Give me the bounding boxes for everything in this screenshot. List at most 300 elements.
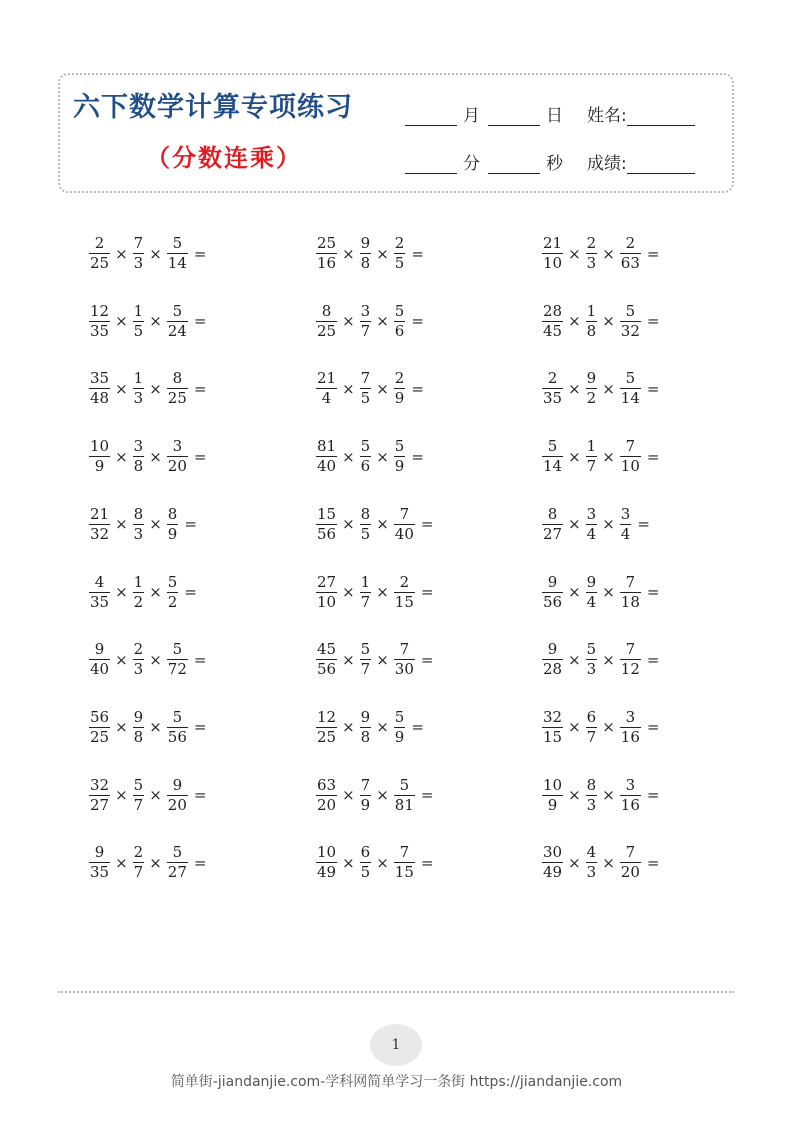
problem-item bbox=[315, 574, 433, 611]
numerator: 7 bbox=[399, 640, 410, 659]
numerator: 7 bbox=[625, 843, 636, 862]
numerator: 3 bbox=[360, 301, 371, 320]
equals-sign: = bbox=[646, 583, 660, 601]
numerator: 2 bbox=[133, 640, 144, 659]
equals-sign: = bbox=[646, 853, 660, 872]
fraction bbox=[394, 844, 415, 881]
denominator: 56 bbox=[543, 592, 563, 611]
numerator: 3 bbox=[172, 437, 183, 456]
problem-item bbox=[541, 709, 659, 746]
numerator: 5 bbox=[625, 369, 636, 388]
fraction bbox=[360, 641, 372, 678]
equals-sign: = bbox=[420, 583, 434, 601]
denominator: 32 bbox=[90, 524, 110, 543]
times-sign: × bbox=[602, 244, 615, 263]
month-label: 月 bbox=[463, 106, 480, 126]
denominator: 3 bbox=[133, 389, 144, 408]
numerator: 1 bbox=[586, 437, 597, 456]
times-sign: × bbox=[602, 718, 615, 737]
numerator: 3 bbox=[586, 504, 597, 523]
problem-item bbox=[88, 844, 206, 881]
fraction bbox=[620, 506, 632, 543]
denominator: 15 bbox=[394, 592, 414, 611]
fraction bbox=[89, 574, 110, 611]
denominator: 28 bbox=[543, 660, 563, 679]
fraction bbox=[360, 438, 372, 475]
equals-sign: = bbox=[646, 244, 660, 263]
page-number: 1 bbox=[370, 1024, 422, 1066]
equals-sign: = bbox=[193, 447, 207, 466]
times-sign: × bbox=[149, 853, 162, 872]
fraction bbox=[360, 506, 372, 543]
numerator: 5 bbox=[172, 640, 183, 659]
numerator: 32 bbox=[90, 775, 110, 794]
numerator: 2 bbox=[94, 234, 105, 252]
equals-sign: = bbox=[411, 312, 424, 331]
numerator: 5 bbox=[172, 707, 183, 726]
equals-sign: = bbox=[411, 244, 424, 263]
fraction bbox=[316, 844, 337, 881]
fraction bbox=[167, 506, 179, 543]
numerator: 21 bbox=[317, 369, 337, 388]
denominator: 3 bbox=[133, 660, 144, 679]
fraction bbox=[620, 370, 641, 407]
denominator: 18 bbox=[620, 592, 640, 611]
denominator: 7 bbox=[360, 592, 371, 611]
fraction bbox=[586, 303, 598, 340]
fraction bbox=[542, 709, 563, 746]
name-label: 姓名: bbox=[587, 106, 627, 126]
times-sign: × bbox=[342, 379, 355, 398]
numerator: 63 bbox=[317, 775, 337, 794]
fraction bbox=[586, 641, 598, 678]
fraction bbox=[620, 303, 641, 340]
denominator: 14 bbox=[167, 254, 187, 272]
denominator: 5 bbox=[360, 863, 371, 882]
fraction bbox=[316, 506, 337, 543]
times-sign: × bbox=[342, 515, 355, 534]
problem-item bbox=[88, 506, 197, 543]
problem-item bbox=[541, 303, 659, 340]
fraction bbox=[133, 303, 145, 340]
equals-sign: = bbox=[646, 379, 660, 398]
denominator: 9 bbox=[360, 795, 371, 814]
denominator: 5 bbox=[394, 254, 405, 272]
problem-item bbox=[541, 506, 650, 543]
problem-item bbox=[541, 438, 659, 475]
numerator: 2 bbox=[133, 843, 144, 862]
denominator: 8 bbox=[360, 254, 371, 272]
second-label: 秒 bbox=[546, 154, 563, 174]
equals-sign: = bbox=[411, 447, 424, 466]
fraction bbox=[542, 574, 563, 611]
problem-item bbox=[315, 506, 433, 543]
times-sign: × bbox=[149, 312, 162, 331]
numerator: 5 bbox=[172, 234, 183, 252]
denominator: 3 bbox=[133, 254, 144, 272]
times-sign: × bbox=[342, 583, 355, 601]
times-sign: × bbox=[149, 650, 162, 669]
denominator: 9 bbox=[394, 727, 405, 746]
numerator: 2 bbox=[394, 369, 405, 388]
page-title: 六下数学计算专项练习 bbox=[73, 92, 353, 123]
denominator: 27 bbox=[167, 863, 187, 882]
times-sign: × bbox=[376, 583, 389, 601]
fraction bbox=[360, 709, 372, 746]
fraction bbox=[167, 370, 188, 407]
numerator: 8 bbox=[321, 301, 332, 320]
fraction bbox=[620, 641, 641, 678]
numerator: 6 bbox=[360, 843, 371, 862]
numerator: 7 bbox=[625, 572, 636, 591]
numerator: 45 bbox=[317, 640, 337, 659]
problem-item bbox=[88, 709, 206, 746]
times-sign: × bbox=[376, 786, 389, 805]
numerator: 7 bbox=[625, 437, 636, 456]
times-sign: × bbox=[342, 786, 355, 805]
score-label: 成绩: bbox=[587, 154, 627, 174]
denominator: 25 bbox=[317, 321, 337, 340]
denominator: 24 bbox=[167, 321, 187, 340]
denominator: 56 bbox=[317, 524, 337, 543]
times-sign: × bbox=[568, 515, 581, 534]
numerator: 8 bbox=[167, 504, 178, 523]
fraction bbox=[133, 574, 145, 611]
problem-item bbox=[541, 844, 659, 881]
denominator: 16 bbox=[620, 795, 640, 814]
denominator: 9 bbox=[394, 389, 405, 408]
times-sign: × bbox=[376, 447, 389, 466]
problem-item bbox=[315, 777, 433, 814]
denominator: 35 bbox=[90, 863, 110, 882]
numerator: 8 bbox=[586, 775, 597, 794]
fraction bbox=[586, 370, 598, 407]
denominator: 4 bbox=[586, 524, 597, 543]
denominator: 7 bbox=[586, 457, 597, 476]
times-sign: × bbox=[568, 244, 581, 263]
times-sign: × bbox=[149, 515, 162, 534]
numerator: 4 bbox=[586, 843, 597, 862]
numerator: 7 bbox=[625, 640, 636, 659]
equals-sign: = bbox=[193, 312, 207, 331]
numerator: 5 bbox=[394, 707, 405, 726]
times-sign: × bbox=[149, 379, 162, 398]
numerator: 5 bbox=[360, 437, 371, 456]
denominator: 14 bbox=[620, 389, 640, 408]
fraction bbox=[89, 235, 110, 272]
fraction bbox=[586, 574, 598, 611]
fraction bbox=[542, 303, 563, 340]
equals-sign: = bbox=[420, 853, 434, 872]
numerator: 10 bbox=[543, 775, 563, 794]
times-sign: × bbox=[376, 244, 389, 263]
denominator: 4 bbox=[586, 592, 597, 611]
fraction bbox=[89, 303, 110, 340]
numerator: 2 bbox=[399, 572, 410, 591]
fraction bbox=[89, 641, 110, 678]
numerator: 3 bbox=[620, 504, 631, 523]
fraction bbox=[133, 709, 145, 746]
denominator: 16 bbox=[620, 727, 640, 746]
numerator: 5 bbox=[399, 775, 410, 794]
denominator: 2 bbox=[586, 389, 597, 408]
denominator: 25 bbox=[90, 727, 110, 746]
fraction bbox=[89, 777, 110, 814]
numerator: 3 bbox=[133, 437, 144, 456]
equals-sign: = bbox=[420, 786, 434, 805]
numerator: 9 bbox=[172, 775, 183, 794]
fraction bbox=[89, 844, 110, 881]
denominator: 9 bbox=[547, 795, 558, 814]
problem-item bbox=[88, 438, 206, 475]
numerator: 5 bbox=[586, 640, 597, 659]
times-sign: × bbox=[568, 853, 581, 872]
numerator: 28 bbox=[543, 301, 563, 320]
fraction bbox=[586, 844, 598, 881]
times-sign: × bbox=[115, 853, 128, 872]
equals-sign: = bbox=[193, 718, 207, 737]
denominator: 14 bbox=[543, 457, 563, 476]
times-sign: × bbox=[602, 515, 615, 534]
denominator: 20 bbox=[167, 795, 187, 814]
numerator: 4 bbox=[94, 572, 105, 591]
denominator: 8 bbox=[586, 321, 597, 340]
numerator: 5 bbox=[394, 301, 405, 320]
equals-sign: = bbox=[193, 786, 207, 805]
denominator: 12 bbox=[620, 660, 640, 679]
fraction bbox=[620, 709, 641, 746]
denominator: 3 bbox=[586, 795, 597, 814]
numerator: 1 bbox=[586, 301, 597, 320]
times-sign: × bbox=[149, 583, 162, 601]
fraction bbox=[542, 235, 563, 272]
denominator: 2 bbox=[133, 592, 144, 611]
numerator: 10 bbox=[90, 437, 110, 456]
numerator: 9 bbox=[360, 707, 371, 726]
numerator: 7 bbox=[360, 775, 371, 794]
numerator: 1 bbox=[360, 572, 371, 591]
numerator: 8 bbox=[547, 504, 558, 523]
numerator: 2 bbox=[547, 369, 558, 388]
numerator: 9 bbox=[360, 234, 371, 252]
times-sign: × bbox=[568, 312, 581, 331]
fraction bbox=[586, 777, 598, 814]
fraction bbox=[620, 777, 641, 814]
fraction bbox=[167, 641, 188, 678]
equals-sign: = bbox=[193, 379, 207, 398]
numerator: 1 bbox=[133, 301, 144, 320]
equals-sign: = bbox=[646, 650, 660, 669]
problem-item bbox=[315, 641, 433, 678]
denominator: 7 bbox=[133, 863, 144, 882]
fraction bbox=[394, 235, 406, 272]
denominator: 20 bbox=[167, 457, 187, 476]
times-sign: × bbox=[602, 312, 615, 331]
numerator: 5 bbox=[394, 437, 405, 456]
fraction bbox=[133, 777, 145, 814]
equals-sign: = bbox=[193, 244, 207, 263]
equals-sign: = bbox=[184, 515, 197, 534]
times-sign: × bbox=[602, 786, 615, 805]
equals-sign: = bbox=[193, 650, 207, 669]
numerator: 2 bbox=[625, 234, 636, 252]
numerator: 27 bbox=[317, 572, 337, 591]
fraction bbox=[360, 844, 372, 881]
fraction bbox=[360, 574, 372, 611]
fraction bbox=[394, 574, 415, 611]
times-sign: × bbox=[376, 718, 389, 737]
denominator: 35 bbox=[90, 592, 110, 611]
denominator: 35 bbox=[90, 321, 110, 340]
page-subtitle: （分数连乘） bbox=[146, 144, 302, 172]
times-sign: × bbox=[568, 447, 581, 466]
denominator: 10 bbox=[620, 457, 640, 476]
denominator: 4 bbox=[321, 389, 332, 408]
times-sign: × bbox=[376, 379, 389, 398]
fraction bbox=[542, 370, 563, 407]
times-sign: × bbox=[342, 447, 355, 466]
denominator: 49 bbox=[317, 863, 337, 882]
fraction bbox=[586, 506, 598, 543]
times-sign: × bbox=[115, 515, 128, 534]
denominator: 3 bbox=[586, 254, 597, 272]
numerator: 2 bbox=[394, 234, 405, 252]
denominator: 25 bbox=[90, 254, 110, 272]
fraction bbox=[542, 844, 563, 881]
equals-sign: = bbox=[420, 650, 434, 669]
fraction bbox=[133, 506, 145, 543]
denominator: 7 bbox=[133, 795, 144, 814]
denominator: 4 bbox=[620, 524, 631, 543]
numerator: 2 bbox=[586, 234, 597, 252]
fraction bbox=[394, 506, 415, 543]
fraction bbox=[167, 574, 179, 611]
fraction bbox=[360, 235, 372, 272]
denominator: 3 bbox=[586, 863, 597, 882]
fraction bbox=[133, 641, 145, 678]
fraction bbox=[316, 235, 337, 272]
fraction bbox=[394, 641, 415, 678]
fraction bbox=[360, 303, 372, 340]
fraction bbox=[133, 844, 145, 881]
problem-item bbox=[541, 574, 659, 611]
problem-item bbox=[541, 641, 659, 678]
denominator: 35 bbox=[543, 389, 563, 408]
footer-text: 简单街-jiandanjie.com-学科网简单学习一条街 https://jiandanjie.com bbox=[170, 1074, 623, 1090]
problem-item bbox=[315, 709, 424, 746]
times-sign: × bbox=[342, 650, 355, 669]
numerator: 12 bbox=[317, 707, 337, 726]
numerator: 5 bbox=[625, 301, 636, 320]
fraction bbox=[89, 709, 110, 746]
times-sign: × bbox=[342, 853, 355, 872]
denominator: 20 bbox=[620, 863, 640, 882]
denominator: 7 bbox=[360, 660, 371, 679]
minute-label: 分 bbox=[463, 154, 480, 174]
times-sign: × bbox=[568, 786, 581, 805]
numerator: 6 bbox=[586, 707, 597, 726]
denominator: 49 bbox=[543, 863, 563, 882]
numerator: 7 bbox=[399, 504, 410, 523]
numerator: 7 bbox=[133, 234, 144, 252]
equals-sign: = bbox=[646, 447, 660, 466]
fraction bbox=[316, 709, 337, 746]
fraction bbox=[167, 303, 188, 340]
numerator: 1 bbox=[133, 572, 144, 591]
problem-item bbox=[88, 641, 206, 678]
problem-item bbox=[541, 777, 659, 814]
fraction bbox=[316, 438, 337, 475]
fraction bbox=[316, 574, 337, 611]
numerator: 9 bbox=[586, 572, 597, 591]
denominator: 5 bbox=[133, 321, 144, 340]
numerator: 7 bbox=[399, 843, 410, 862]
fraction bbox=[316, 370, 337, 407]
times-sign: × bbox=[568, 718, 581, 737]
denominator: 6 bbox=[394, 321, 405, 340]
numerator: 7 bbox=[360, 369, 371, 388]
fraction bbox=[394, 438, 406, 475]
equals-sign: = bbox=[420, 515, 434, 534]
numerator: 12 bbox=[90, 301, 110, 320]
numerator: 21 bbox=[543, 234, 563, 252]
fraction bbox=[360, 370, 372, 407]
problem-item bbox=[541, 370, 659, 407]
problem-item bbox=[315, 370, 424, 407]
denominator: 8 bbox=[133, 727, 144, 746]
denominator: 48 bbox=[90, 389, 110, 408]
fraction bbox=[394, 303, 406, 340]
numerator: 30 bbox=[543, 843, 563, 862]
times-sign: × bbox=[376, 650, 389, 669]
problem-item bbox=[88, 574, 197, 611]
equals-sign: = bbox=[411, 718, 424, 737]
denominator: 25 bbox=[317, 727, 337, 746]
denominator: 3 bbox=[586, 660, 597, 679]
denominator: 32 bbox=[620, 321, 640, 340]
fraction bbox=[586, 438, 598, 475]
times-sign: × bbox=[602, 853, 615, 872]
fraction bbox=[620, 574, 641, 611]
times-sign: × bbox=[115, 650, 128, 669]
fraction bbox=[316, 777, 337, 814]
numerator: 9 bbox=[547, 572, 558, 591]
times-sign: × bbox=[342, 244, 355, 263]
problem-item bbox=[541, 235, 659, 272]
denominator: 30 bbox=[394, 660, 414, 679]
day-label: 日 bbox=[546, 106, 563, 126]
fraction bbox=[542, 641, 563, 678]
fraction bbox=[620, 844, 641, 881]
fraction bbox=[394, 777, 415, 814]
numerator: 8 bbox=[172, 369, 183, 388]
fraction bbox=[133, 235, 145, 272]
fraction bbox=[167, 438, 188, 475]
numerator: 5 bbox=[172, 843, 183, 862]
numerator: 21 bbox=[90, 504, 110, 523]
fraction bbox=[360, 777, 372, 814]
times-sign: × bbox=[602, 583, 615, 601]
equals-sign: = bbox=[184, 583, 197, 601]
denominator: 56 bbox=[167, 727, 187, 746]
numerator: 25 bbox=[317, 234, 337, 252]
equals-sign: = bbox=[646, 718, 660, 737]
denominator: 72 bbox=[167, 660, 187, 679]
fraction bbox=[167, 777, 188, 814]
problem-item bbox=[88, 777, 206, 814]
times-sign: × bbox=[568, 583, 581, 601]
times-sign: × bbox=[115, 244, 128, 263]
